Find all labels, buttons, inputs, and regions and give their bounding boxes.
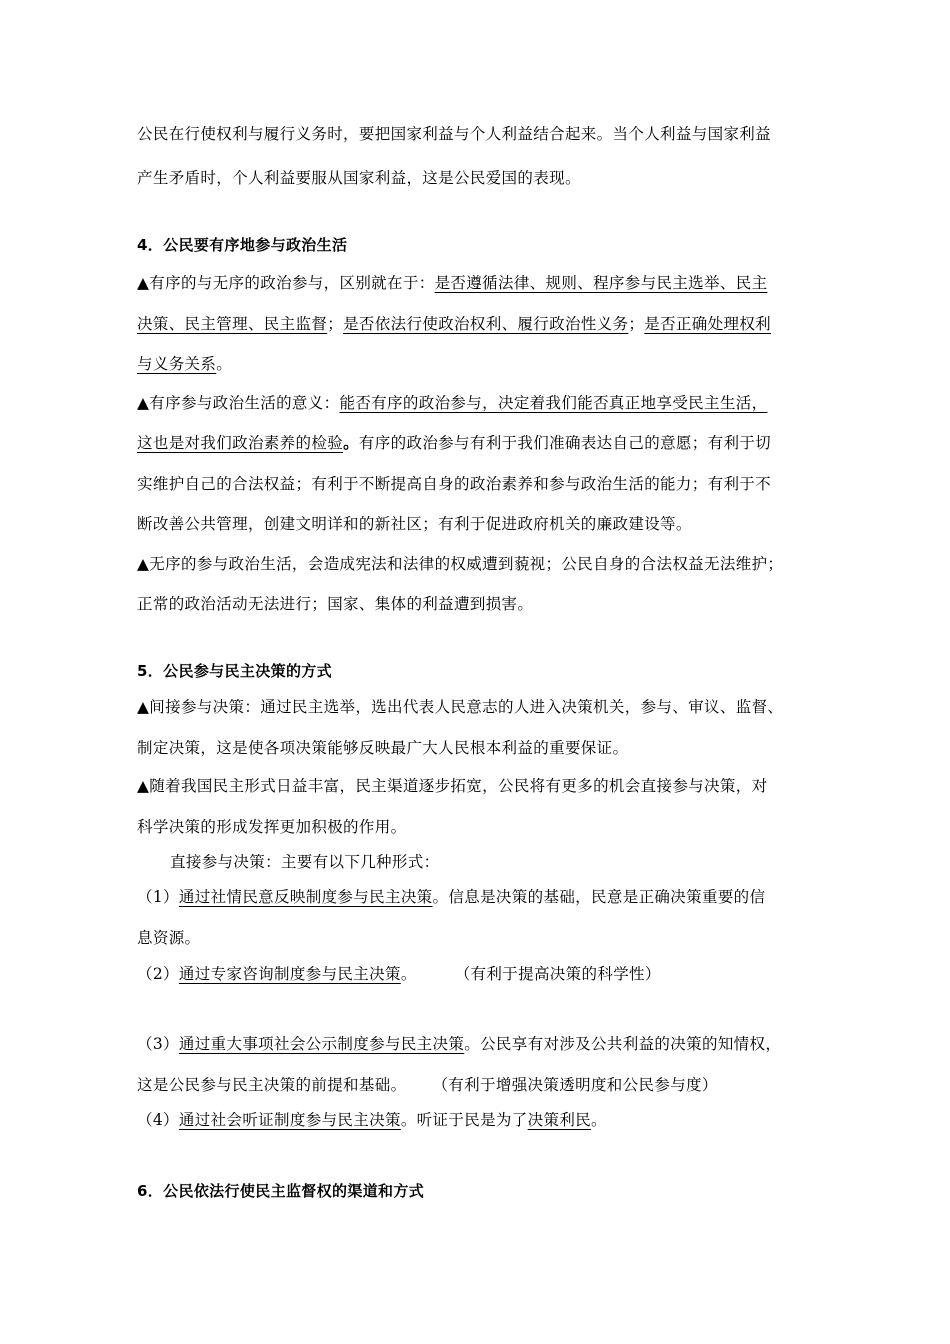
intro-line-1: 公民在行使权利与履行义务时，要把国家利益与个人利益结合起来。当个人利益与国家利益 [137, 125, 772, 143]
s4-p2-line-4: 断改善公共管理，创建文明详和的新社区；有利于促进政府机关的廉政建设等。 [137, 515, 692, 533]
s4-p2-line-2: 这也是对我们政治素养的检验。有序的政治参与有利于我们准确表达自己的意愿；有利于切 [137, 433, 772, 452]
s4-p2-line-3: 实维护自己的合法权益；有利于不断提高自身的政治素养和参与政治生活的能力；有利于不 [137, 475, 772, 493]
s5-item-3-line-2: 这是公民参与民主决策的前提和基础。 （有利于增强决策透明度和公民参与度） [137, 1076, 718, 1094]
s4-p1-line-2: 决策、民主管理、民主监督；是否依法行使政治权利、履行政治性义务；是否正确处理权利 [137, 315, 772, 333]
s4-p3-line-2: 正常的政治活动无法进行；国家、集体的利益遭到损害。 [137, 595, 534, 613]
section-6-title: 6．公民依法行使民主监督权的渠道和方式 [137, 1182, 425, 1200]
s5-direct-intro: 直接参与决策：主要有以下几种形式： [170, 853, 440, 871]
s4-p2-line-1: ▲有序参与政治生活的意义：能否有序的政治参与，决定着我们能否真正地享受民主生活， [137, 394, 768, 412]
s5-p1-line-2: 制定决策，这是使各项决策能够反映最广大人民根本利益的重要保证。 [137, 739, 629, 757]
s5-p2-line-2: 科学决策的形成发挥更加积极的作用。 [137, 818, 407, 836]
s5-p1-line-1: ▲间接参与决策：通过民主选举，选出代表人民意志的人进入决策机关，参与、审议、监督、 [137, 698, 784, 716]
s5-item-2: （2）通过专家咨询制度参与民主决策。 （有利于提高决策的科学性） [137, 965, 661, 983]
s5-item-1-line-1: （1）通过社情民意反映制度参与民主决策。信息是决策的基础，民意是正确决策重要的信 [137, 888, 766, 906]
s4-p3-line-1: ▲无序的参与政治生活，会造成宪法和法律的权威遭到藐视；公民自身的合法权益无法维护； [137, 555, 784, 573]
s5-p2-line-1: ▲随着我国民主形式日益丰富，民主渠道逐步拓宽，公民将有更多的机会直接参与决策，对 [137, 777, 768, 795]
s4-p1-line-3: 与义务关系。 [137, 355, 233, 373]
section-5-title: 5．公民参与民主决策的方式 [137, 662, 332, 680]
s5-item-3-line-1: （3）通过重大事项社会公示制度参与民主决策。公民享有对涉及公共利益的决策的知情权， [137, 1035, 782, 1053]
s5-item-4: （4）通过社会听证制度参与民主决策。听证于民是为了决策利民。 [137, 1111, 607, 1129]
section-4-title: 4．公民要有序地参与政治生活 [137, 236, 348, 254]
intro-line-2: 产生矛盾时，个人利益要服从国家利益，这是公民爱国的表现。 [137, 169, 581, 187]
s5-item-1-line-2: 息资源。 [137, 929, 201, 947]
s4-p1-line-1: ▲有序的与无序的政治参与，区别就在于：是否遵循法律、规则、程序参与民主选举、民主 [137, 274, 768, 292]
